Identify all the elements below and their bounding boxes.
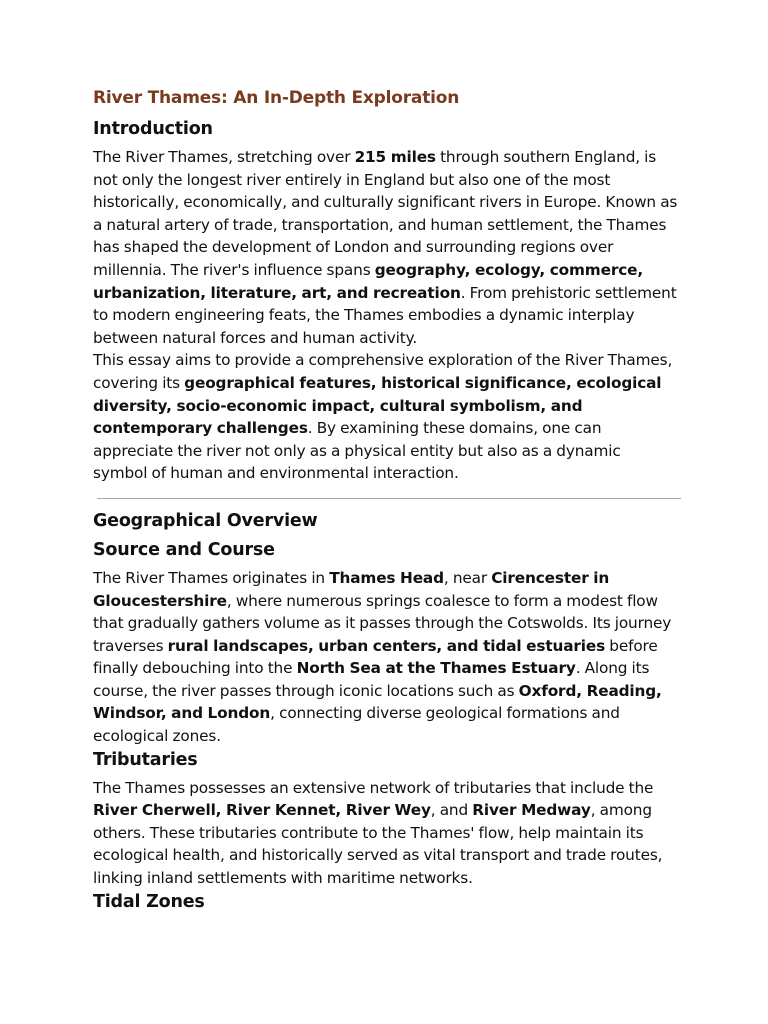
text-run: through southern England, is not only the longest river entirely in England but also one of the most historically, economically, and culturally significant rivers in Europe. Known as a natural artery of trade, transportation, and human settlement, the Thames has shaped the development of London and surrounding regions over millennia. The river's influence spans xyxy=(93,148,678,279)
bold-run: Oxford, Reading, Windsor, and London xyxy=(93,681,662,723)
text-run: . From prehistoric settlement to modern engineering feats, the Thames embodies a dynamic interplay between natural forces and human activity. xyxy=(93,283,677,347)
heading-geographical-overview: Geographical Overview xyxy=(93,510,318,531)
bold-run: 215 miles xyxy=(354,148,436,166)
text-run: . By examining these domains, one can appreciate the river not only as a physical entity but also as a dynamic symbol of human and environmental interaction. xyxy=(93,419,621,483)
text-run: , connecting diverse geological formations and ecological zones. xyxy=(93,704,620,746)
bold-run: geographical features, historical significance, ecological diversity, socio-economic impact, cultural symbolism, and contemporary challenges xyxy=(93,373,662,438)
heading-introduction: Introduction xyxy=(93,119,213,139)
section-divider xyxy=(97,498,681,499)
tributaries-paragraph xyxy=(93,777,678,890)
bold-run: River Cherwell, River Kennet, River Wey xyxy=(93,801,431,820)
bold-run: rural landscapes, urban centers, and tidal estuaries xyxy=(167,636,606,655)
text-run: before finally debouching into the xyxy=(93,636,658,678)
bold-run: North Sea at the Thames Estuary xyxy=(296,659,576,678)
document-title: River Thames: An In-Depth Exploration xyxy=(93,88,460,108)
text-run: The Thames possesses an extensive network of tributaries that include the xyxy=(93,778,654,797)
text-run: . Along its course, the river passes through iconic locations such as xyxy=(93,659,650,700)
text-run: The River Thames originates in xyxy=(93,568,330,587)
text-run: , where numerous springs coalesce to form a modest flow that gradually gathers volume as it passes through the Cotswolds. Its journey traverses xyxy=(93,591,672,655)
bold-run: Thames Head xyxy=(329,568,444,587)
text-run: , and xyxy=(430,801,473,820)
text-run: This essay aims to provide a comprehensive exploration of the River Thames, covering its xyxy=(93,351,673,392)
intro-paragraph-1 xyxy=(93,146,678,349)
text-run: , among others. These tributaries contribute to the Thames' flow, help maintain its ecological health, and historically served as vital transport and trade routes, linking inland settlements with maritime networks. xyxy=(93,801,663,888)
text-run: The River Thames, stretching over xyxy=(93,148,355,166)
intro-paragraph-2 xyxy=(93,349,678,485)
heading-source-and-course: Source and Course xyxy=(93,539,275,560)
text-run: , near xyxy=(443,568,492,587)
bold-run: Cirencester in Gloucestershire xyxy=(93,568,610,610)
heading-tributaries: Tributaries xyxy=(93,749,198,770)
bold-run: geography, ecology, commerce, urbanization, literature, art, and recreation xyxy=(93,260,644,302)
source-paragraph xyxy=(93,567,678,748)
heading-tidal-zones: Tidal Zones xyxy=(93,891,205,912)
bold-run: River Medway xyxy=(472,801,591,820)
